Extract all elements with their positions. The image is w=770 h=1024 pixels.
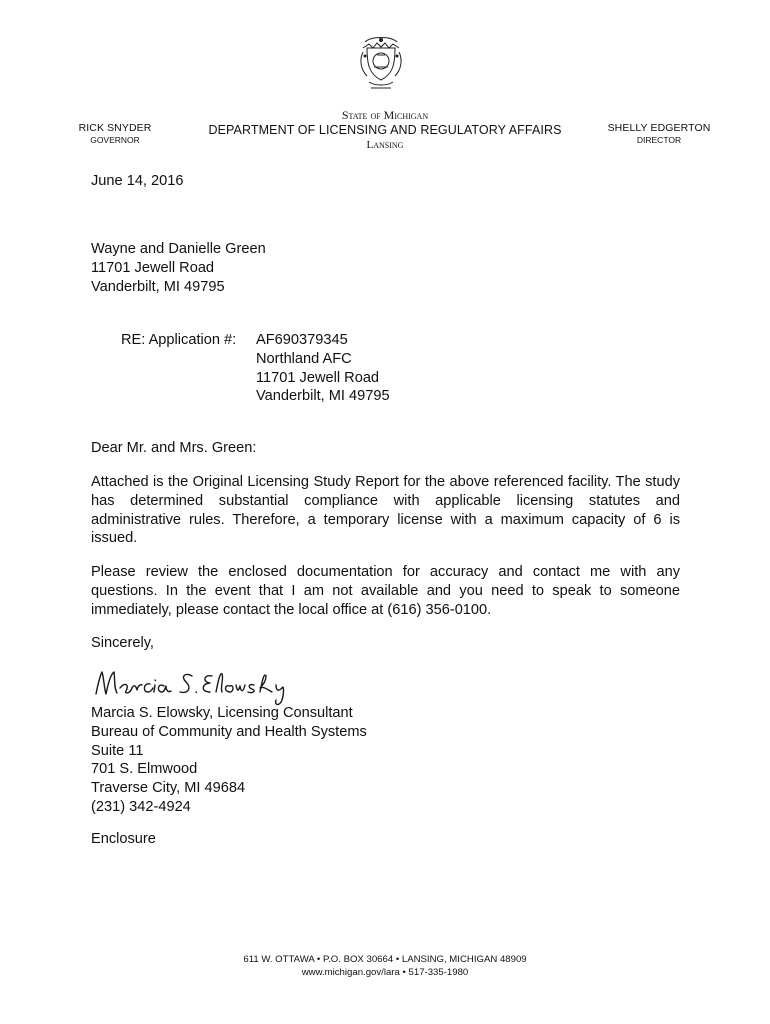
handwritten-signature [92,664,332,708]
salutation: Dear Mr. and Mrs. Green: [91,440,257,456]
michigan-seal-icon [359,34,403,94]
signature-block [91,704,451,817]
department-city: Lansing [366,139,404,151]
recipient-street: 11701 Jewell Road [91,259,215,276]
director-title: DIRECTOR [636,135,682,145]
body-paragraph-2: Please review the enclosed documentation for accuracy and contact me with any questions. In the event that I am not available and you need to speak to someone immediately, please contact the local office at (616) 356-0100. [91,564,680,618]
signer-street: 701 S. Elmwood [91,761,198,778]
governor-title: GOVERNOR [90,135,140,145]
letter-date: June 14, 2016 [91,173,184,189]
recipient-address [91,240,391,296]
signer-suite: Suite 11 [91,742,144,759]
signer-bureau: Bureau of Community and Health Systems [91,723,367,740]
director-name: SHELLY EDGERTON [607,122,711,134]
governor-name: RICK SNYDER [78,122,152,134]
reference-details [256,331,556,406]
facility-street: 11701 Jewell Road [256,369,380,386]
facility-name: Northland AFC [256,350,352,367]
closing: Sincerely, [91,635,154,651]
reference-label: RE: Application #: [121,332,237,348]
recipient-name: Wayne and Danielle Green [91,241,266,257]
letterhead-center [180,108,590,152]
signer-city: Traverse City, MI 49684 [91,780,246,797]
body-paragraph-1: Attached is the Original Licensing Study Report for the above referenced facility. The study has determined substantial compliance with applicable licensing statutes and administrative rules. Therefore, a temporary license with a maximum capacity of 6 is issued. [91,474,680,547]
footer-contact: www.michigan.gov/lara • 517-335-1980 [301,967,469,978]
signer-phone: (231) 342-4924 [91,798,191,815]
letterhead-left [60,122,170,146]
footer-address: 611 W. OTTAWA • P.O. BOX 30664 • LANSING, MICHIGAN 48909 [243,954,527,965]
recipient-city: Vanderbilt, MI 49795 [91,278,225,295]
state-name: State of Michigan [341,108,429,122]
application-number: AF690379345 [256,332,348,348]
signer-name-title: Marcia S. Elowsky, Licensing Consultant [91,705,353,721]
letter-footer [120,953,650,979]
department-name: DEPARTMENT OF LICENSING AND REGULATORY AFFAIRS [208,123,562,137]
letterhead-right [596,122,722,146]
facility-city: Vanderbilt, MI 49795 [256,388,390,405]
enclosure-note: Enclosure [91,831,156,847]
